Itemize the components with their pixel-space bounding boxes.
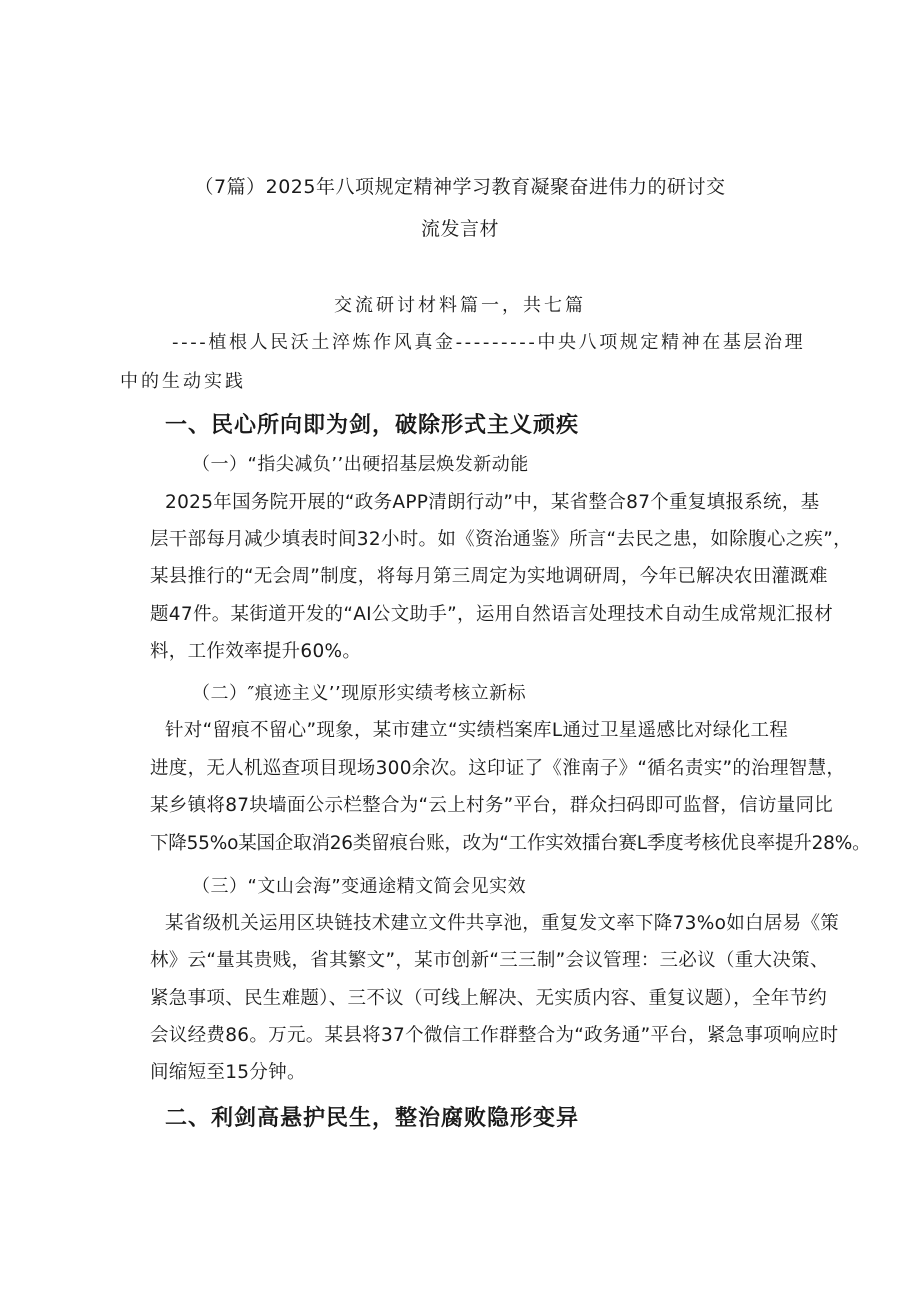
document-title-line2: 流发言材 bbox=[420, 218, 499, 240]
paragraph-line: 题47件。某街道开发的“AI公文助手”，运用自然语言处理技术自动生成常规汇报材 bbox=[150, 604, 834, 625]
paragraph-line: 针对“留痕不留心”现象，某市建立“实绩档案库L通过卫星遥感比对绿化工程 bbox=[165, 720, 789, 741]
paragraph-line: 层干部每月减少填表时间32小时。如《资治通鉴》所言“去民之患，如除腹心之疾”， bbox=[150, 529, 852, 550]
paragraph-line: 进度，无人机巡查项目现场300余次。这印证了《淮南子》“循名责实”的治理智慧， bbox=[150, 758, 846, 779]
paragraph-line: 间缩短至15分钟。 bbox=[150, 1062, 306, 1083]
paragraph-line: 紧急事项、民生难题）、三不议（可线上解决、无实质内容、重复议题），全年节约 bbox=[150, 988, 828, 1009]
paragraph-line: 2025年国务院开展的“政务APP清朗行动”中，某省整合87个重复填报系统，基 bbox=[165, 492, 820, 513]
paragraph-line: 下降55%o某国企取消26类留痕台账，改为“工作实效擂台赛L季度考核优良率提升28%。 bbox=[150, 833, 871, 854]
section1-sub1-heading: （一）“指尖减负’’出硬招基层焕发新动能 bbox=[192, 454, 529, 475]
theme-line1: ----植根人民沃土淬炼作风真金---------中央八项规定精神在基层治理 bbox=[172, 332, 806, 353]
paragraph-line: 会议经费86。万元。某县将37个微信工作群整合为“政务通”平台，紧急事项响应时 bbox=[150, 1025, 839, 1046]
document-subtitle: 交流研讨材料篇一，共七篇 bbox=[334, 295, 586, 316]
document-title-line1: （7篇）2025年八项规定精神学习教育凝聚奋进伟力的研讨交 bbox=[194, 176, 726, 198]
theme-line2: 中的生动实践 bbox=[120, 371, 246, 392]
section1-sub3-heading: （三）“文山会海”变通途精文简会见实效 bbox=[192, 876, 527, 897]
paragraph-line: 料，工作效率提升60%。 bbox=[150, 641, 362, 662]
paragraph-line: 林》云“量其贵贱，省其繁文”，某市创新“三三制”会议管理：三必议（重大决策、 bbox=[150, 950, 829, 971]
section1-heading: 一、民心所向即为剑，破除形式主义顽疾 bbox=[165, 413, 580, 438]
paragraph-line: 某县推行的“无会周”制度，将每月第三周定为实地调研周，今年已解决农田灌溉难 bbox=[150, 566, 828, 587]
paragraph-line: 某省级机关运用区块链技术建立文件共享池，重复发文率下降73%o如白居易《策 bbox=[165, 913, 840, 934]
section2-heading: 二、利剑高悬护民生，整治腐败隐形变异 bbox=[165, 1106, 580, 1131]
paragraph-line: 某乡镇将87块墙面公示栏整合为“云上村务”平台，群众扫码即可监督，信访量同比 bbox=[150, 795, 834, 816]
section1-sub2-heading: （二）″痕迹主义’’现原形实绩考核立新标 bbox=[192, 683, 527, 704]
